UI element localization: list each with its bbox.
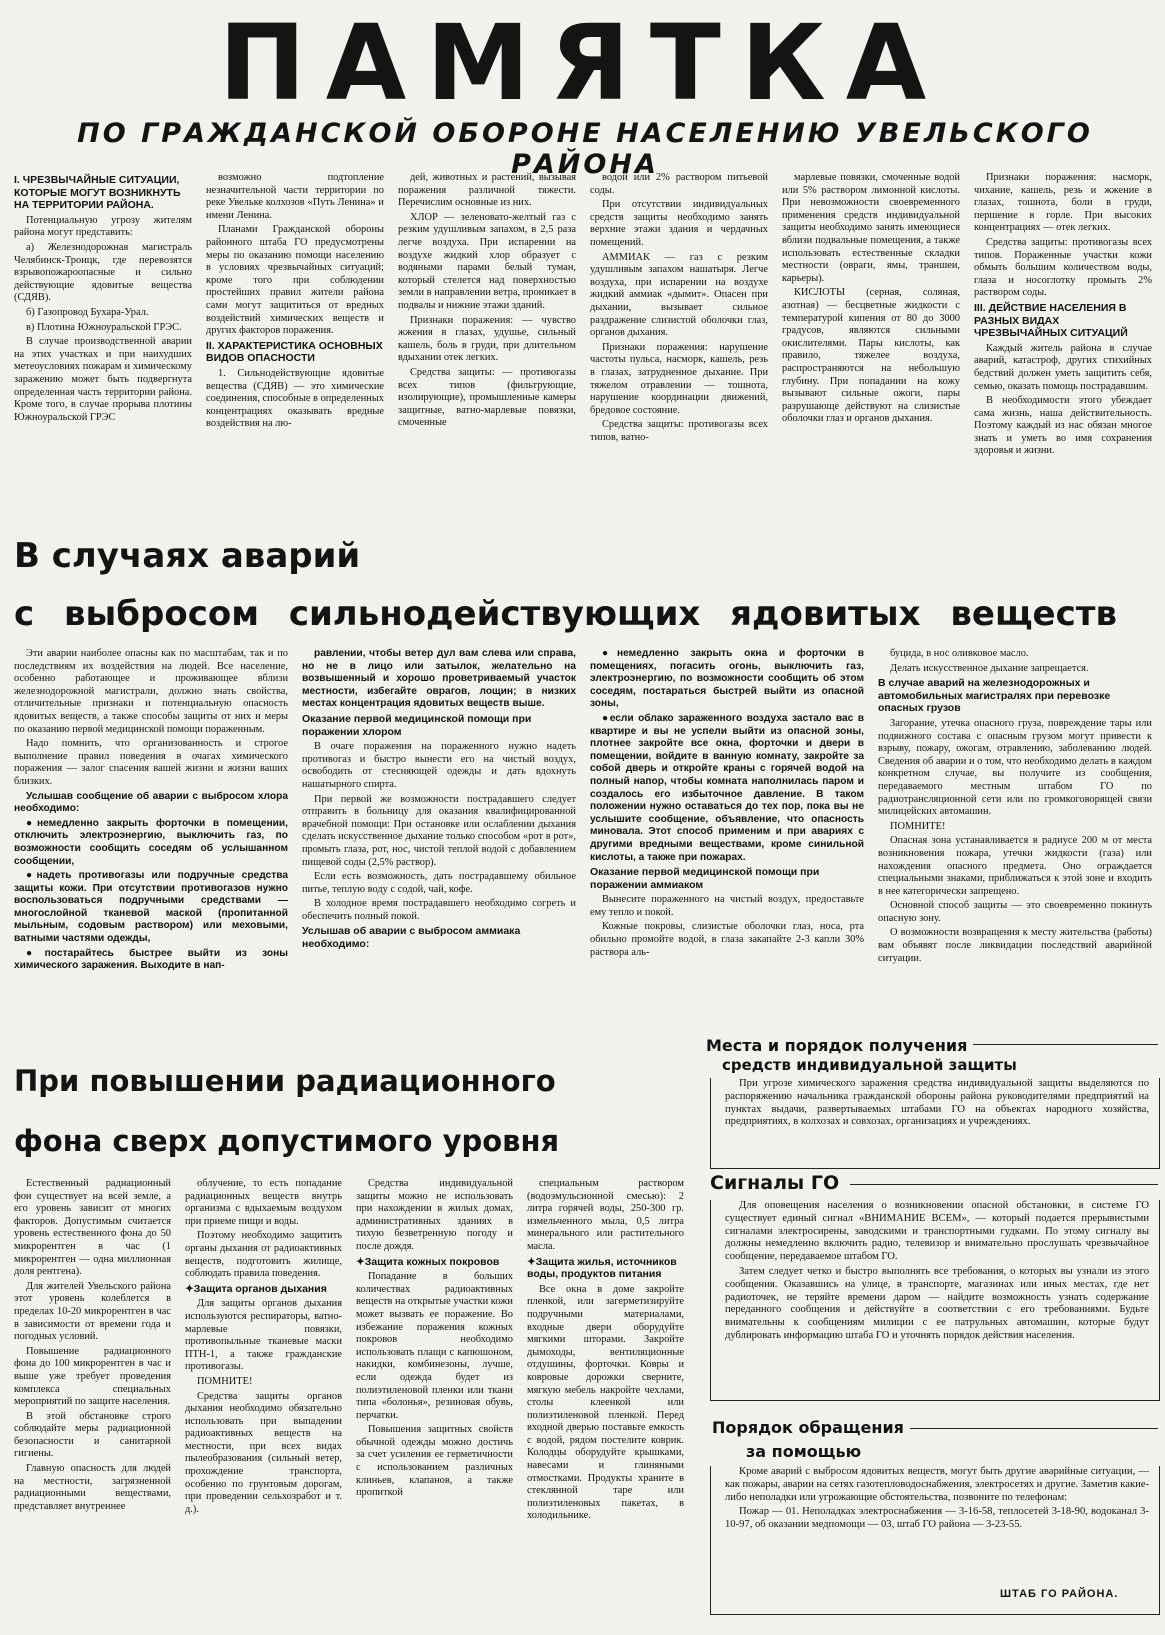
paragraph: В очаге поражения на пораженного нужно надеть противогаз и быстро вынести его на чистый воздух, освободить от стесняющей одежды и дать вдохнуть нашатырного спирта. <box>302 741 576 790</box>
box-civil-defense-signals <box>710 1200 1160 1401</box>
signature: ШТАБ ГО РАЙОНА. <box>1000 1588 1119 1600</box>
paragraph: марлевые повязки, смоченные водой или 5% раствором лимонной кислоты. При невозможности своевременного применения средств индивидуальной защиты необходимо занять имеющиеся вблизи подвальные помещения, а также использовать естественные складки местности (овраги, ямы, траншеи, карьеры). <box>782 172 960 284</box>
paragraph: При отсутствии индивидуальных средств защиты необходимо занять верхние этажи здания и чердачных помещений. <box>590 199 768 248</box>
paragraph: Признаки поражения: насморк, чихание, кашель, резь и жжение в глазах, тошнота, боли в груди, першение в горле. При высоких концентрациях — отек легких. <box>974 172 1152 234</box>
paragraph: Средства защиты: противогазы всех типов. Пораженные участки кожи обмыть большим количеством воды, глаза и носоглотку промыть 2% раствором соды. <box>974 236 1152 299</box>
box2-title: Сигналы ГО <box>710 1174 845 1193</box>
top-column-2 <box>206 172 384 524</box>
paragraph: Попадание в больших количествах радиоактивных веществ на открытые участки кожи может вызвать ее поражение. Во избежание поражения кожных покровов необходимо использовать плащи с капюшоном, накидки, комбинезоны, лучше, если одежда будет из полиэтиленовой пленки или ткани типа «болонья», резиновая обувь, перчатки. <box>356 1271 513 1421</box>
top-column-6 <box>974 172 1152 524</box>
section-heading: III. ДЕЙСТВИЕ НАСЕЛЕНИЯ В РАЗНЫХ ВИДАХ ЧРЕЗВЫЧАЙНЫХ СИТУАЦИЙ <box>974 301 1128 340</box>
paragraph: КИСЛОТЫ (серная, соляная, азотная) — бесцветные жидкости с температурой кипения от 80 до 3000 градусов, являются сильными окислителями. Пары кислоты, как правило, тяжелее воздуха, распространяются на небольшую глубину. При попадании на кожу вызывают сильные ожоги, пары разрушающе действуют на слизистые оболочки глаз и органов дыхания. <box>782 287 960 425</box>
top-column-5 <box>782 172 960 524</box>
paragraph: Признаки поражения: нарушение частоты пульса, насморк, кашель, резь в глазах, затрудненное дыхание. При тяжелом отравлении — тошнота, нарушение координации движений, бредовое состояние. <box>590 341 768 416</box>
box-ppe-distribution <box>710 1078 1160 1169</box>
paragraph: Для оповещения населения о возникновении опасной обстановки, в системе ГО существует единый сигнал «ВНИМАНИЕ ВСЕМ», — который подается прерывистыми сигналами электросирены, заводскими и транспортными гудками. По этому сигналу вы должны немедленно включить радио, телевизор и внимательно прослушать чрезвычайное сообщение, передаваемое штабом ГО. <box>725 1200 1149 1263</box>
paragraph: Пожар — 01. Неполадках электроснабжения — 3-16-58, теплосетей 3-18-90, водоканал 3-10-97, об оказании медпомощи — 03, штаб ГО района — 3-23-55. <box>725 1506 1149 1531</box>
top-column-4 <box>590 172 768 524</box>
paragraph: В холодное время пострадавшего необходимо согреть и обеспечить полный покой. <box>302 898 576 922</box>
chem-column-3 <box>590 648 864 1020</box>
top-column-1 <box>14 172 192 524</box>
box3-title-1: Порядок обращения <box>712 1418 910 1437</box>
box1-title-2: средств индивидуальной защиты <box>722 1056 1023 1075</box>
paragraph: Делать искусственное дыхание запрещается. <box>890 662 1089 674</box>
paragraph: облучение, то есть попадание радиационных веществ внутрь организма с вдыхаемым воздухом при приеме пищи и воды. <box>185 1178 342 1227</box>
paragraph: Загорание, утечка опасного груза, повреждение тары или подвижного состава с опасным грузом могут привести к взрыву, пожару, ожогам, отравлению, заболеванию людей. Сведения об аварии и о том, что необходимо делать в каждом конкретном случае, вы получите из сообщения, передаваемого местным штабом ГО по радиотрансляционной сети или по громкоговорящей связи милицейских автомашин. <box>878 717 1152 818</box>
paragraph: Планами Гражданской обороны районного штаба ГО предусмотрены меры по оказанию помощи населению в условиях чрезвычайных ситуаций; кроме того при соблюдении простейших правил жители района сами могут защититься от вредных воздействий химических веществ и других факторов поражения. <box>206 224 384 337</box>
emphasis: ●надеть противогазы или подручные средства защиты кожи. При отсутствии противогазов нужно воспользоваться подручными средствами — многослойной тканевой маской (пропитанной мыльным, содовым раствором) или меховыми, ватными частями одежды, <box>14 870 288 945</box>
paragraph: Повышения защитных свойств обычной одежды можно достичь за счет усиления ее герметичности с использованием различных клиньев, клапанов, а также пропиткой <box>356 1424 513 1499</box>
section-heading: I. ЧРЕЗВЫЧАЙНЫЕ СИТУАЦИИ, КОТОРЫЕ МОГУТ ВОЗНИКНУТЬ НА ТЕРРИТОРИИ РАЙОНА. <box>14 174 181 212</box>
paragraph: Признаки поражения: — чувство жжения в глазах, удушье, сильный кашель, боль в груди, при длительном вдыхании отек легких. <box>398 314 576 364</box>
section-heading: ✦Защита органов дыхания <box>185 1282 327 1295</box>
paragraph <box>14 818 288 868</box>
chemical-section <box>14 648 1152 1020</box>
paragraph: ПОМНИТЕ! <box>890 820 946 832</box>
emphasis: ●немедленно закрыть форточки в помещении, отключить электроэнергию, выключить газ, по возможности сообщить соседям об услышанном сообщении, <box>14 817 288 867</box>
section-heading: Оказание первой медицинской помощи при поражении аммиаком <box>590 866 820 891</box>
paragraph: водой или 2% раствором питьевой соды. <box>590 172 768 196</box>
paragraph: Эти аварии наиболее опасны как по масштабам, так и по последствиям их воздействия на людей. Все население, особенно работающее и проживающее вблизи железнодорожной магистрали, должно знать свойства, отличительные признаки и потенциальную опасность ядовитых веществ, а также способы защиты от них и меры по оказанию первой медицинской помощи пораженным. <box>14 648 288 735</box>
paragraph: Затем следует четко и быстро выполнять все требования, о которых вы узнали из этого сообщения. Оказавшись на улице, в транспорте, магазинах или иных местах, где нет радиоточек, не теряйте времени даром — найдите возможность узнать содержание переданного сообщения и действуйте в соответствии с его требованиями. Будьте внимательны к сообщениям милиции с ее патрульных автомашин, которые будут дублировать информацию штаба ГО и уточнять порядок действия населения. <box>725 1265 1149 1341</box>
box-rule <box>898 1428 1158 1429</box>
paragraph: Средства защиты органов дыхания необходимо обязательно использовать при выпадении радиоактивных веществ на местности, при всех видах пылеобразования (сильный ветер, прохождение транспорта, особенно по грунтовым дорогам, при проведении сельхозработ и т. д.). <box>185 1390 342 1515</box>
emphasis: ●постарайтесь быстрее выйти из зоны химического заражения. Выходите в нап- <box>14 947 288 972</box>
paragraph: Поэтому необходимо защитить органы дыхания от радиоактивных веществ, подготовить жилище, соблюдать правила поведения. <box>185 1230 342 1280</box>
paragraph: дей, животных и растений, вызывая поражения различной тяжести. Перечислим основные из них. <box>398 172 576 209</box>
paragraph: Если есть возможность, дать пострадавшему обильное питье, теплую воду с содой, чай, кофе. <box>302 871 576 895</box>
rad-column-2 <box>185 1178 342 1628</box>
paragraph: Средства защиты: противогазы всех типов, ватно- <box>590 419 768 443</box>
paragraph: Потенциальную угрозу жителям района могут представить: <box>14 214 192 239</box>
box-rule <box>948 1044 1158 1045</box>
emphasis: равлении, чтобы ветер дул вам слева или справа, но не в лицо или затылок, желательно на возвышенный и хорошо проветриваемый участок местности, избегайте оврагов, лощин; в низких местах концентрация ядовитых веществ выше. <box>302 648 576 710</box>
paragraph: В случае производственной аварии на этих участках и при наихудших метеоусловиях пожарам и химическому заражению может быть подвергнута определенная часть территории района. Кроме того, в случае прорыва плотины Южноуральской ГРЭС <box>14 336 192 423</box>
paragraph: ХЛОР — зеленовато-желтый газ с резким удушливым запахом, в 2,5 раза легче воздуха. При испарении на воздухе жидкий хлор образует с водяными парами белый туман, который стелется над поверхностью земли в направлении ветра, проникает в подвалы и нижние этажи зданий. <box>398 211 576 311</box>
paragraph: Опасная зона устанавливается в радиусе 200 м от места возникновения пожара, утечки жидкости (газа) или нахождения опасного предмета. Оно ограждается специальными знаками, приближаться к этой зоне и входить в нее категорически запрещено. <box>878 835 1152 897</box>
chem-column-1 <box>14 648 288 1020</box>
paragraph: Вынесите пораженного на чистый воздух, предоставьте ему тепло и покой. <box>590 894 864 918</box>
rad-column-3 <box>356 1178 513 1628</box>
section-heading: Услышав об аварии с выбросом аммиака необходимо: <box>302 925 521 951</box>
chem-column-2 <box>302 648 576 1020</box>
paragraph: Все окна в доме закройте пленкой, или загерметизируйте подручными материалами, входные двери оборудуйте мягкими шторами. Закройте дымоходы, вентиляционные отдушины, форточки. Ковры и ковровые дорожки сверните, мягкую мебель накройте чехлами, столы клеенкой или полиэтиленовой пленкой. Перед входной дверью поставьте емкость с водой, рядом постелите коврик. Колодцы оборудуйте крышками, навесами и глиняными отмостками. Продукты храните в стеклянной таре или полиэтиленовых пакетах, в холодильнике. <box>527 1283 684 1522</box>
paragraph: 1. Сильнодействующие ядовитые вещества (СДЯВ) — это химические соединения, способные в определенных концентрациях оказывать вредные воздействия на лю- <box>206 367 384 430</box>
paragraph: О возможности возвращения к месту жительства (работы) вам объявят после ликвидации последствий аварийной ситуации. <box>878 927 1152 964</box>
page-title: ПАМЯТКА <box>218 2 947 124</box>
paragraph: а) Железнодорожная магистраль Челябинск-Троицк, где перевозятся взрывопожароопасные и сильно действующие ядовитые вещества (СДЯВ). <box>14 241 192 304</box>
top-section <box>14 172 1152 524</box>
paragraph: Главную опасность для людей на местности, загрязненной радиационными веществами, представляет внутреннее <box>14 1463 171 1512</box>
paragraph <box>590 648 864 711</box>
paragraph <box>14 948 288 973</box>
paragraph: При угрозе химического заражения средства индивидуальной защиты выделяются по распоряжению начальника гражданской обороны района руководителями предприятий на пунктах выдачи, развертываемых штабами ГО на объектах народного хозяйства, предприятиях, в колхозах и совхозах, организациях и учреждениях. <box>725 1078 1149 1128</box>
paragraph <box>590 713 864 864</box>
paragraph: Основной способ защиты — это своевременно покинуть опасную зону. <box>878 900 1152 924</box>
top-column-3 <box>398 172 576 524</box>
headline-chemical-accidents-1: В случаях аварий <box>14 536 361 576</box>
paragraph: ПОМНИТЕ! <box>197 1375 253 1387</box>
paragraph <box>14 870 288 946</box>
paragraph: специальным раствором (водоэмульсионной смесью): 2 литра горячей воды, 250-300 гр. измельченного мыла, 0,5 литра минерального или растительного масла. <box>527 1178 684 1252</box>
section-heading: Оказание первой медицинской помощи при поражении хлором <box>302 712 532 738</box>
paragraph: Кожные покровы, слизистые оболочки глаз, носа, рта обильно промойте водой, в глаза закапайте 2-3 капли 30% раствора аль- <box>590 921 864 958</box>
section-heading: ✦Защита жилья, источников воды, продуктов питания <box>527 1255 677 1281</box>
section-heading: ✦Защита кожных покровов <box>356 1255 500 1268</box>
paragraph: б) Газопровод Бухара-Урал. <box>26 306 149 318</box>
paragraph: буцида, в нос оливковое масло. <box>890 648 1029 659</box>
headline-chemical-accidents-2: с выбросом сильнодействующих ядовитых веществ <box>14 594 1117 634</box>
paragraph <box>14 791 288 816</box>
chem-column-4 <box>878 648 1152 1020</box>
paragraph: Средства индивидуальной защиты можно не использовать при нахождении в жилых домах, административных зданиях в тихую безветренную погоду и после дождя. <box>356 1178 513 1252</box>
paragraph: возможно подтопление незначительной части территории по реке Увельке колхозов «Путь Ленина» и имени Ленина. <box>206 172 384 221</box>
section-heading: II. ХАРАКТЕРИСТИКА ОСНОВНЫХ ВИДОВ ОПАСНОСТИ <box>206 339 383 365</box>
emphasis: ●немедленно закрыть окна и форточки в помещениях, погасить огонь, выключить газ, электроэнергию, по возможности сообщить об этом соседям, постараться быстрей выйти из опасной зоны, <box>590 648 864 710</box>
paragraph: Для жителей Увельского района этот уровень колеблется в пределах 10-20 микрорентген в час в зависимости от времени года и погодных условий. <box>14 1280 171 1343</box>
paragraph: При первой же возможности пострадавшего следует отправить в больницу для оказания квалифицированной врачебной помощи: При остановке или ослаблении дыхания сделать искусственное дыхание только способом «рот в рот», промыть глаза, рот, нос, чистой теплой водой с добавлением пищевой соды (2,5% раствор). <box>302 793 576 868</box>
rad-column-4 <box>527 1178 684 1628</box>
page-subtitle: ПО ГРАЖДАНСКОЙ ОБОРОНЕ НАСЕЛЕНИЮ УВЕЛЬСКОГО РАЙОНА <box>77 118 1093 180</box>
emphasis: ●если облако зараженного воздуха застало вас в квартире и вы не успели выйти из опасной зоны, плотнее закройте все окна, форточки и двери в помещении, войдите в ванную комнату, закройте за собой дверь и откройте краны с горячей водой на полный напор, чтобы комната наполнилась паром и создалось его избыточное давление. В таком положении нужно оставаться до тех пор, пока вы не услышите сообщение, объявление, что опасность миновала. Этот способ применим и при авариях с другими вредными веществами, кроме синильной кислоты, а также при пожарах. <box>590 712 864 863</box>
paragraph: В необходимости этого убеждает сама жизнь, наша действительность. Поэтому каждый из нас обязан многое знать и уметь во имя сохранения здоровья и жизни. <box>974 395 1152 457</box>
paragraph: АММИАК — газ с резким удушливым запахом нашатыря. Легче воздуха, при испарении на воздухе жидкий аммиак «дымит». Опасен при дыхании, вызывает сильное раздражение слизистой оболочки глаз, органов дыхания. <box>590 251 768 339</box>
paragraph: Каждый житель района в случае аварий, катастроф, других стихийных бедствий должен уметь защитить себя, семью, оказать помощь пострадавшим. <box>974 342 1152 392</box>
paragraph: в) Плотина Южноуральской ГРЭС. <box>26 321 182 333</box>
paragraph: Надо помнить, что организованность и строгое выполнение правил поведения в очагах химического поражения — залог спасения вашей жизни и жизни ваших близких. <box>14 738 288 787</box>
paragraph <box>302 648 576 711</box>
box3-title-2: за помощью <box>746 1442 867 1461</box>
headline-radiation-1: При повышении радиационного <box>14 1064 556 1098</box>
paragraph: Повышение радиационного фона до 100 микрорентген в час и выше уже требует проведения комплекса специальных мероприятий по защите населения. <box>14 1345 171 1408</box>
paragraph: Средства защиты: — противогазы всех типов (фильтрующие, изолирующие), промышленные камеры защитные, ватно-марлевые повязки, смоченные <box>398 366 576 429</box>
paragraph: Кроме аварий с выбросом ядовитых веществ, могут быть другие аварийные ситуации, — как пожары, аварии на сетях газотепловодоснабжения, электросетях и другие. Заметив какие-либо неполадки или угрожающие обстоятельства, позвоните по телефонам: <box>725 1466 1149 1503</box>
box1-title-1: Места и порядок получения <box>706 1036 973 1055</box>
paragraph: В этой обстановке строго соблюдайте меры радиационной безопасности и санитарной гигиены. <box>14 1410 171 1460</box>
paragraph: Естественный радиационный фон существует на всей земле, а его уровень зависит от многих факторов. Допустимым считается уровень естественного фона до 50 микрорентген в час (1 микрорентген — одна миллионная доля рентгена). <box>14 1178 171 1278</box>
rad-column-1 <box>14 1178 171 1628</box>
box-rule <box>850 1184 1158 1185</box>
emphasis: Услышав сообщение об аварии с выбросом хлора необходимо: <box>14 790 288 815</box>
radiation-section <box>14 1178 684 1628</box>
headline-radiation-2: фона сверх допустимого уровня <box>14 1124 560 1158</box>
paragraph: Для защиты органов дыхания используются респираторы, ватно-марлевые повязки, противопыльные тканевые маски ПТН-1, а также гражданские противогазы. <box>185 1298 342 1373</box>
section-heading: В случае аварий на железнодорожных и автомобильных магистралях при перевозке опасных грузов <box>878 677 1111 715</box>
